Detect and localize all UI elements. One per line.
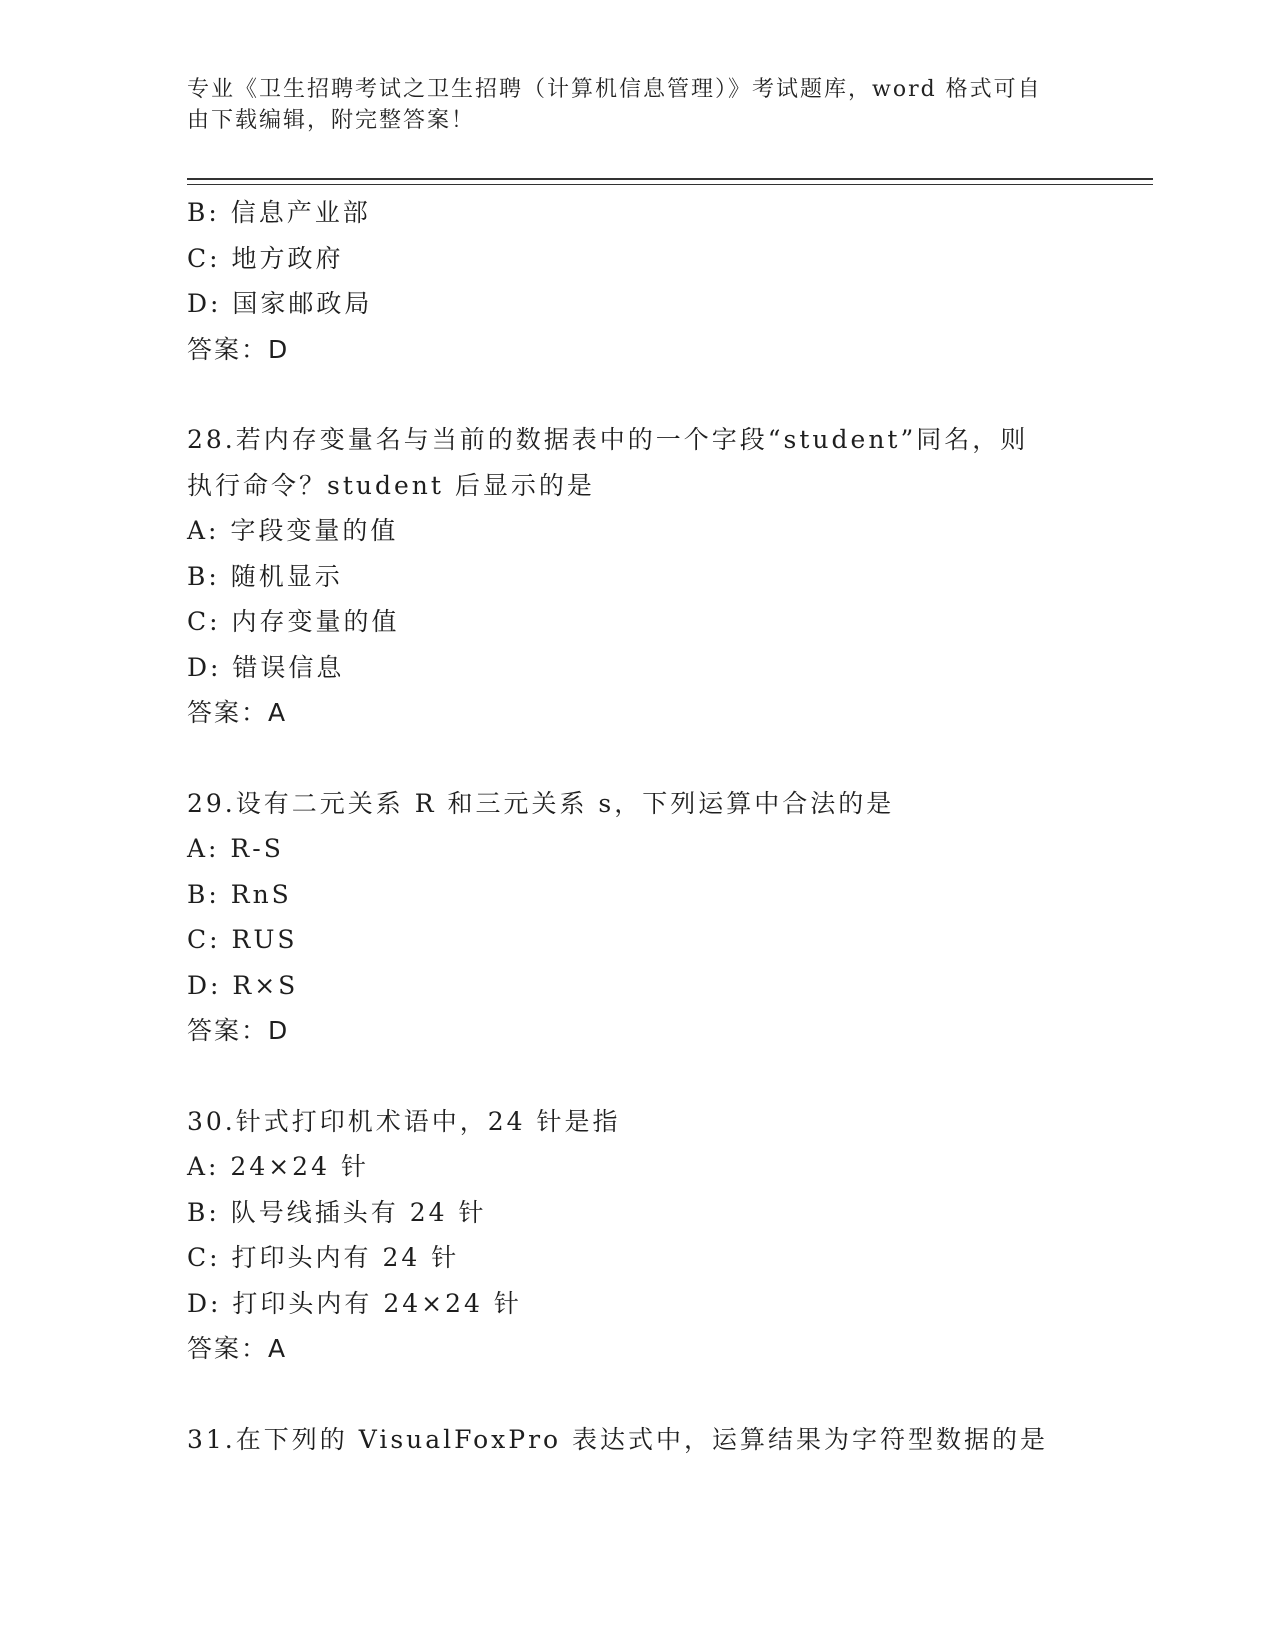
option-c: C: 打印头内有 24 针: [187, 1243, 460, 1272]
option-b: B: RnS: [187, 879, 292, 909]
question-text: 30.针式打印机术语中，24 针是指: [187, 1106, 621, 1136]
question-block: [187, 417, 1153, 736]
answer-line: 答案：A: [187, 1334, 288, 1363]
option-b: B: 随机显示: [187, 561, 343, 591]
option-a: A: 字段变量的值: [187, 516, 399, 545]
document-header: [187, 74, 1077, 136]
spacer: [187, 1054, 1153, 1099]
spacer: [187, 736, 1153, 781]
answer-line: 答案：A: [187, 698, 288, 727]
option-a: A: R-S: [187, 834, 284, 863]
option-b: B: 队号线插头有 24 针: [187, 1197, 487, 1227]
header-divider: [187, 178, 1153, 185]
option-a: A: 24×24 针: [187, 1152, 369, 1181]
answer-line: 答案：D: [187, 1016, 290, 1045]
answer-line: 答案：D: [187, 334, 290, 364]
question-text: 29.设有二元关系 R 和三元关系 s，下列运算中合法的是: [187, 788, 895, 818]
option-d: D: R×S: [187, 970, 299, 1000]
question-text: 执行命令？student 后显示的是: [187, 470, 595, 500]
header-line-1: 专业《卫生招聘考试之卫生招聘（计算机信息管理）》考试题库，word 格式可自: [187, 77, 1042, 102]
question-content: [187, 190, 1153, 1462]
question-text: 28.若内存变量名与当前的数据表中的一个字段“student”同名，则: [187, 425, 1029, 454]
question-block: [187, 190, 1153, 372]
option-c: C: 内存变量的值: [187, 607, 400, 636]
question-block: [187, 1099, 1153, 1372]
spacer: [187, 1372, 1153, 1417]
option-b: B: 信息产业部: [187, 198, 371, 227]
option-c: C: 地方政府: [187, 243, 344, 273]
question-block: [187, 781, 1153, 1054]
spacer: [187, 372, 1153, 417]
option-d: D: 打印头内有 24×24 针: [187, 1288, 522, 1318]
question-text: 31.在下列的 VisualFoxPro 表达式中，运算结果为字符型数据的是: [187, 1424, 1049, 1454]
option-c: C: RUS: [187, 925, 298, 954]
question-block: [187, 1417, 1153, 1463]
option-d: D: 错误信息: [187, 652, 345, 682]
header-line-2: 由下载编辑，附完整答案！: [187, 108, 476, 133]
option-d: D: 国家邮政局: [187, 289, 373, 318]
